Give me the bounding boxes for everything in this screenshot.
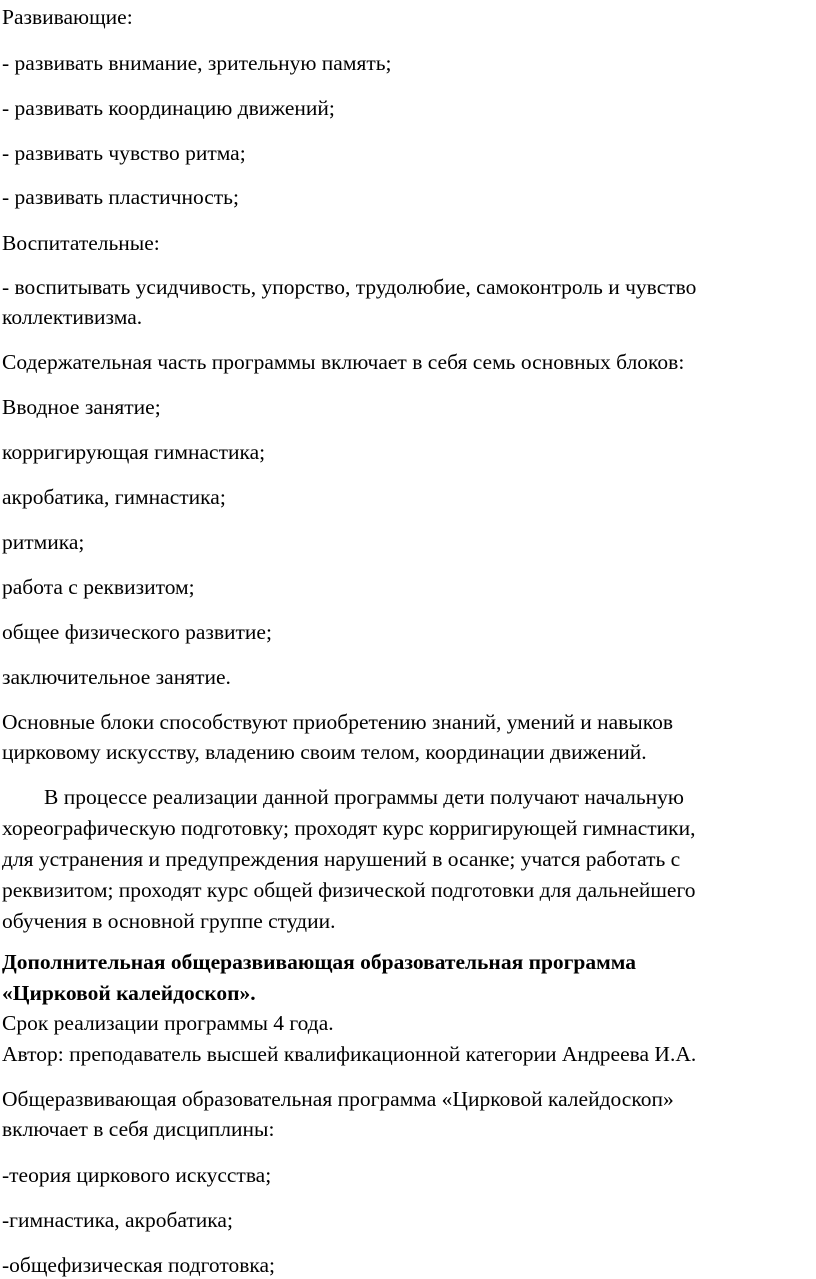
developmental-item: - развивать координацию движений;: [2, 96, 335, 120]
process-paragraph-line: обучения в основной группе студии.: [2, 909, 336, 933]
developmental-item: - развивать чувство ритма;: [2, 141, 246, 165]
process-paragraph-line: хореографическую подготовку; проходят курс корригирующей гимнастики,: [2, 816, 696, 840]
process-paragraph-line: для устранения и предупреждения нарушений в осанке; учатся работать с: [2, 847, 681, 871]
disciplines-intro-line: Общеразвивающая образовательная программа «Цирковой калейдоскоп»: [2, 1087, 674, 1111]
program-block-item: заключительное занятие.: [2, 665, 231, 689]
program-block-item: Вводное занятие;: [2, 395, 161, 419]
program-summary-line: Основные блоки способствуют приобретению знаний, умений и навыков: [2, 710, 674, 734]
program-block-item: работа с реквизитом;: [2, 575, 195, 599]
educational-heading: Воспитательные:: [2, 231, 160, 255]
discipline-item: -общефизическая подготовка;: [2, 1253, 275, 1277]
discipline-item: -гимнастика, акробатика;: [2, 1208, 233, 1232]
program-content-intro: Содержательная часть программы включает в себя семь основных блоков:: [2, 350, 685, 374]
program-summary-line: цирковому искусству, владению своим телом, координации движений.: [2, 740, 647, 764]
discipline-item: -теория циркового искусства;: [2, 1163, 272, 1187]
developmental-item: - развивать внимание, зрительную память;: [2, 51, 392, 75]
educational-item-line: - воспитывать усидчивость, упорство, трудолюбие, самоконтроль и чувство: [2, 275, 697, 299]
developmental-item: - развивать пластичность;: [2, 185, 239, 209]
educational-item-line: коллективизма.: [2, 305, 143, 329]
program-block-item: акробатика, гимнастика;: [2, 485, 226, 509]
program-block-item: общее физического развитие;: [2, 620, 272, 644]
process-paragraph-line: В процессе реализации данной программы дети получают начальную: [44, 785, 684, 809]
disciplines-intro-line: включает в себя дисциплины:: [2, 1117, 275, 1141]
program-duration: Срок реализации программы 4 года.: [2, 1011, 334, 1035]
developmental-heading: Развивающие:: [2, 5, 133, 29]
program-block-item: корригирующая гимнастика;: [2, 440, 266, 464]
process-paragraph-line: реквизитом; проходят курс общей физической подготовки для дальнейшего: [2, 878, 696, 902]
program-block-item: ритмика;: [2, 530, 85, 554]
program-title-line: Дополнительная общеразвивающая образовательная программа: [2, 950, 637, 974]
program-author: Автор: преподаватель высшей квалификационной категории Андреева И.А.: [2, 1042, 697, 1066]
program-title-line: «Цирковой калейдоскоп».: [2, 981, 256, 1005]
